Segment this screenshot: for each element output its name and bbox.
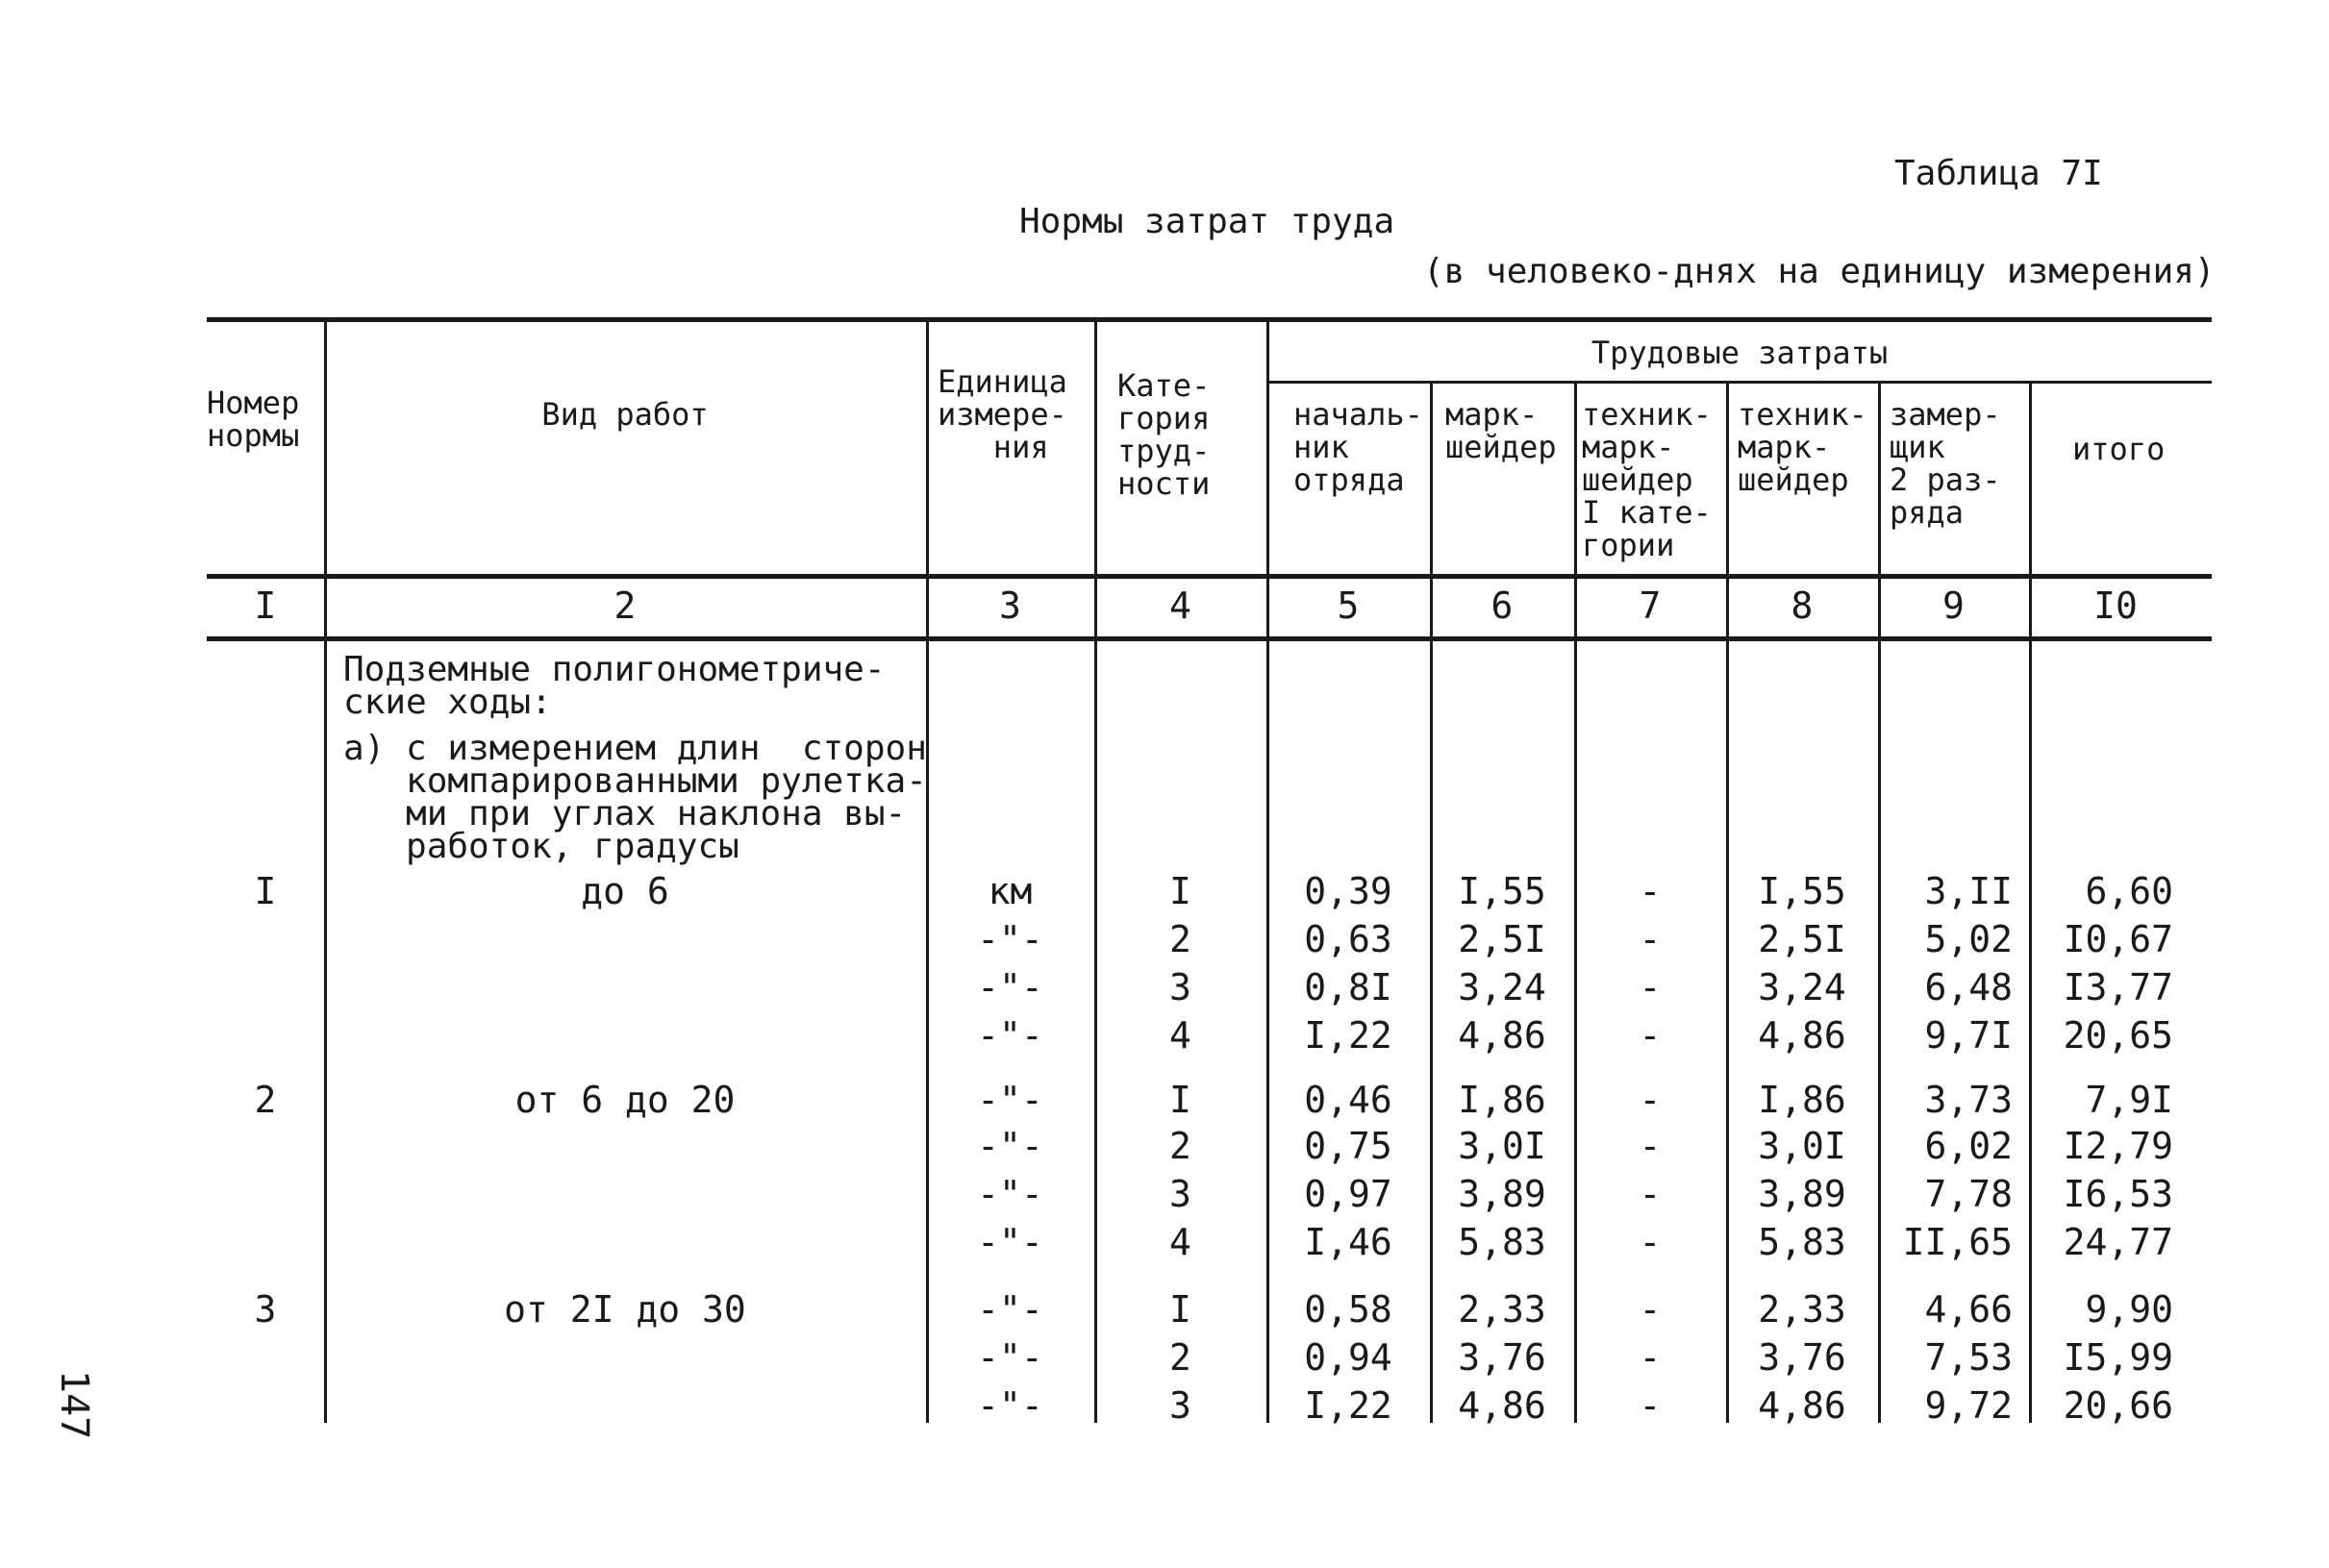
cell-tech-surveyor: 4,86 (1758, 1014, 1846, 1057)
cell-chief: 0,63 (1304, 918, 1392, 960)
cell-category: I (1169, 1288, 1191, 1331)
cell-work-type: до 6 (581, 870, 669, 912)
cell-unit: -"- (977, 1288, 1043, 1331)
cell-tech-surveyor-1: - (1639, 918, 1662, 960)
cell-total: I0,67 (2063, 918, 2173, 960)
cell-surveyor: 3,0I (1458, 1125, 1546, 1167)
cell-measurer: 3,73 (1924, 1079, 2013, 1121)
cell-surveyor: 3,24 (1458, 966, 1546, 1008)
section-subheading: а) с измерением длин сторон компарированными рулетка- ми при углах наклона вы- работок, градусы (343, 729, 927, 866)
cell-total: I2,79 (2063, 1125, 2173, 1167)
header-unit: Единица измере- ния (938, 363, 1067, 465)
column-number: 8 (1791, 585, 1814, 627)
cell-norm: I (254, 870, 277, 912)
cell-surveyor: 4,86 (1458, 1384, 1546, 1427)
table-row (0, 966, 2329, 1014)
cell-work-type: от 6 до 20 (514, 1079, 736, 1121)
cell-chief: 0,58 (1304, 1288, 1392, 1331)
column-numbers-rule (207, 636, 2212, 641)
table-row (0, 1125, 2329, 1173)
cell-tech-surveyor: 2,5I (1758, 918, 1846, 960)
column-number: 4 (1169, 585, 1191, 627)
cell-unit: -"- (977, 1014, 1043, 1057)
cell-tech-surveyor-1: - (1639, 1336, 1662, 1379)
cell-surveyor: 3,89 (1458, 1173, 1546, 1215)
cell-category: 2 (1169, 1336, 1191, 1379)
cell-total: I3,77 (2063, 966, 2173, 1008)
table-row (0, 1384, 2329, 1432)
cell-surveyor: 5,83 (1458, 1221, 1546, 1263)
table-row (0, 1173, 2329, 1221)
table-row (0, 1336, 2329, 1384)
cell-category: 4 (1169, 1014, 1191, 1057)
cell-surveyor: 4,86 (1458, 1014, 1546, 1057)
cell-surveyor: I,55 (1458, 870, 1546, 912)
cell-total: 9,90 (2085, 1288, 2173, 1331)
header-tech-surveyor: техник- марк- шейдер (1738, 396, 1867, 498)
cell-unit: км (988, 870, 1033, 912)
cell-measurer: 5,02 (1924, 918, 2013, 960)
table-label: Таблица 7I (1894, 154, 2103, 193)
cell-chief: 0,8I (1304, 966, 1392, 1008)
table-row (0, 1014, 2329, 1062)
cell-chief: I,22 (1304, 1014, 1392, 1057)
labor-costs-rule (1267, 381, 2212, 384)
cell-measurer: II,65 (1902, 1221, 2013, 1263)
table-row (0, 870, 2329, 918)
table-row (0, 918, 2329, 966)
cell-total: I5,99 (2063, 1336, 2173, 1379)
header-tech-surveyor-1: техник- марк- шейдер I кате- гории (1582, 396, 1712, 563)
table-row (0, 1288, 2329, 1336)
header-measurer: замер- щик 2 раз- ряда (1890, 396, 2001, 531)
table-top-rule (207, 317, 2212, 322)
cell-measurer: 6,02 (1924, 1125, 2013, 1167)
cell-surveyor: 2,33 (1458, 1288, 1546, 1331)
cell-norm: 3 (254, 1288, 277, 1331)
cell-category: 2 (1169, 918, 1191, 960)
cell-category: 4 (1169, 1221, 1191, 1263)
units-note: (в человеко-днях на единицу измерения) (1423, 252, 2216, 291)
cell-measurer: 9,7I (1924, 1014, 2013, 1057)
cell-tech-surveyor: 5,83 (1758, 1221, 1846, 1263)
cell-tech-surveyor: 3,89 (1758, 1173, 1846, 1215)
header-surveyor: марк- шейдер (1445, 396, 1557, 465)
cell-chief: 0,75 (1304, 1125, 1392, 1167)
column-number: 7 (1639, 585, 1662, 627)
cell-chief: 0,39 (1304, 870, 1392, 912)
cell-category: I (1169, 870, 1191, 912)
column-number: 5 (1337, 585, 1360, 627)
column-number: I0 (2093, 585, 2138, 627)
header-category: Кате- гория труд- ности (1117, 367, 1211, 502)
cell-measurer: 9,72 (1924, 1384, 2013, 1427)
cell-unit: -"- (977, 918, 1043, 960)
cell-total: 20,65 (2063, 1014, 2173, 1057)
header-norm-number: Номер нормы (207, 385, 300, 454)
page-number: 147 (52, 1370, 96, 1440)
column-number: I (254, 585, 277, 627)
cell-tech-surveyor: 4,86 (1758, 1384, 1846, 1427)
cell-measurer: 6,48 (1924, 966, 2013, 1008)
cell-tech-surveyor: 3,0I (1758, 1125, 1846, 1167)
cell-unit: -"- (977, 1221, 1043, 1263)
cell-category: 3 (1169, 1173, 1191, 1215)
cell-unit: -"- (977, 1173, 1043, 1215)
cell-unit: -"- (977, 1125, 1043, 1167)
cell-tech-surveyor: I,86 (1758, 1079, 1846, 1121)
cell-unit: -"- (977, 1079, 1043, 1121)
cell-norm: 2 (254, 1079, 277, 1121)
column-number: 6 (1490, 585, 1514, 627)
header-total: итого (2072, 431, 2166, 467)
column-number: 9 (1942, 585, 1965, 627)
cell-chief: 0,94 (1304, 1336, 1392, 1379)
header-work-type: Вид работ (541, 396, 709, 433)
cell-measurer: 4,66 (1924, 1288, 2013, 1331)
cell-tech-surveyor-1: - (1639, 1221, 1662, 1263)
cell-unit: -"- (977, 1384, 1043, 1427)
cell-surveyor: 3,76 (1458, 1336, 1546, 1379)
cell-chief: I,22 (1304, 1384, 1392, 1427)
cell-total: 24,77 (2063, 1221, 2173, 1263)
cell-surveyor: I,86 (1458, 1079, 1546, 1121)
cell-tech-surveyor-1: - (1639, 966, 1662, 1008)
cell-tech-surveyor: 3,24 (1758, 966, 1846, 1008)
cell-tech-surveyor: I,55 (1758, 870, 1846, 912)
cell-tech-surveyor-1: - (1639, 870, 1662, 912)
cell-unit: -"- (977, 966, 1043, 1008)
cell-category: 2 (1169, 1125, 1191, 1167)
cell-total: I6,53 (2063, 1173, 2173, 1215)
cell-chief: 0,97 (1304, 1173, 1392, 1215)
cell-total: 7,9I (2085, 1079, 2173, 1121)
cell-measurer: 3,II (1924, 870, 2013, 912)
cell-unit: -"- (977, 1336, 1043, 1379)
table-row (0, 1221, 2329, 1269)
cell-total: 6,60 (2085, 870, 2173, 912)
cell-tech-surveyor-1: - (1639, 1079, 1662, 1121)
header-bottom-rule (207, 574, 2212, 579)
cell-surveyor: 2,5I (1458, 918, 1546, 960)
cell-chief: 0,46 (1304, 1079, 1392, 1121)
header-labor-costs: Трудовые затраты (1590, 335, 1889, 371)
cell-tech-surveyor-1: - (1639, 1384, 1662, 1427)
cell-tech-surveyor-1: - (1639, 1125, 1662, 1167)
cell-chief: I,46 (1304, 1221, 1392, 1263)
column-number: 2 (614, 585, 637, 627)
cell-category: I (1169, 1079, 1191, 1121)
cell-total: 20,66 (2063, 1384, 2173, 1427)
section-heading: Подземные полигонометриче- ские ходы: (343, 650, 886, 722)
cell-tech-surveyor-1: - (1639, 1173, 1662, 1215)
table-row (0, 1079, 2329, 1127)
cell-tech-surveyor-1: - (1639, 1014, 1662, 1057)
header-chief: началь- ник отряда (1293, 396, 1423, 498)
cell-measurer: 7,78 (1924, 1173, 2013, 1215)
column-number: 3 (999, 585, 1021, 627)
cell-category: 3 (1169, 966, 1191, 1008)
cell-measurer: 7,53 (1924, 1336, 2013, 1379)
cell-tech-surveyor: 3,76 (1758, 1336, 1846, 1379)
cell-work-type: от 2I до 30 (504, 1288, 746, 1331)
cell-tech-surveyor: 2,33 (1758, 1288, 1846, 1331)
page-title: Нормы затрат труда (1019, 202, 1395, 241)
cell-tech-surveyor-1: - (1639, 1288, 1662, 1331)
cell-category: 3 (1169, 1384, 1191, 1427)
